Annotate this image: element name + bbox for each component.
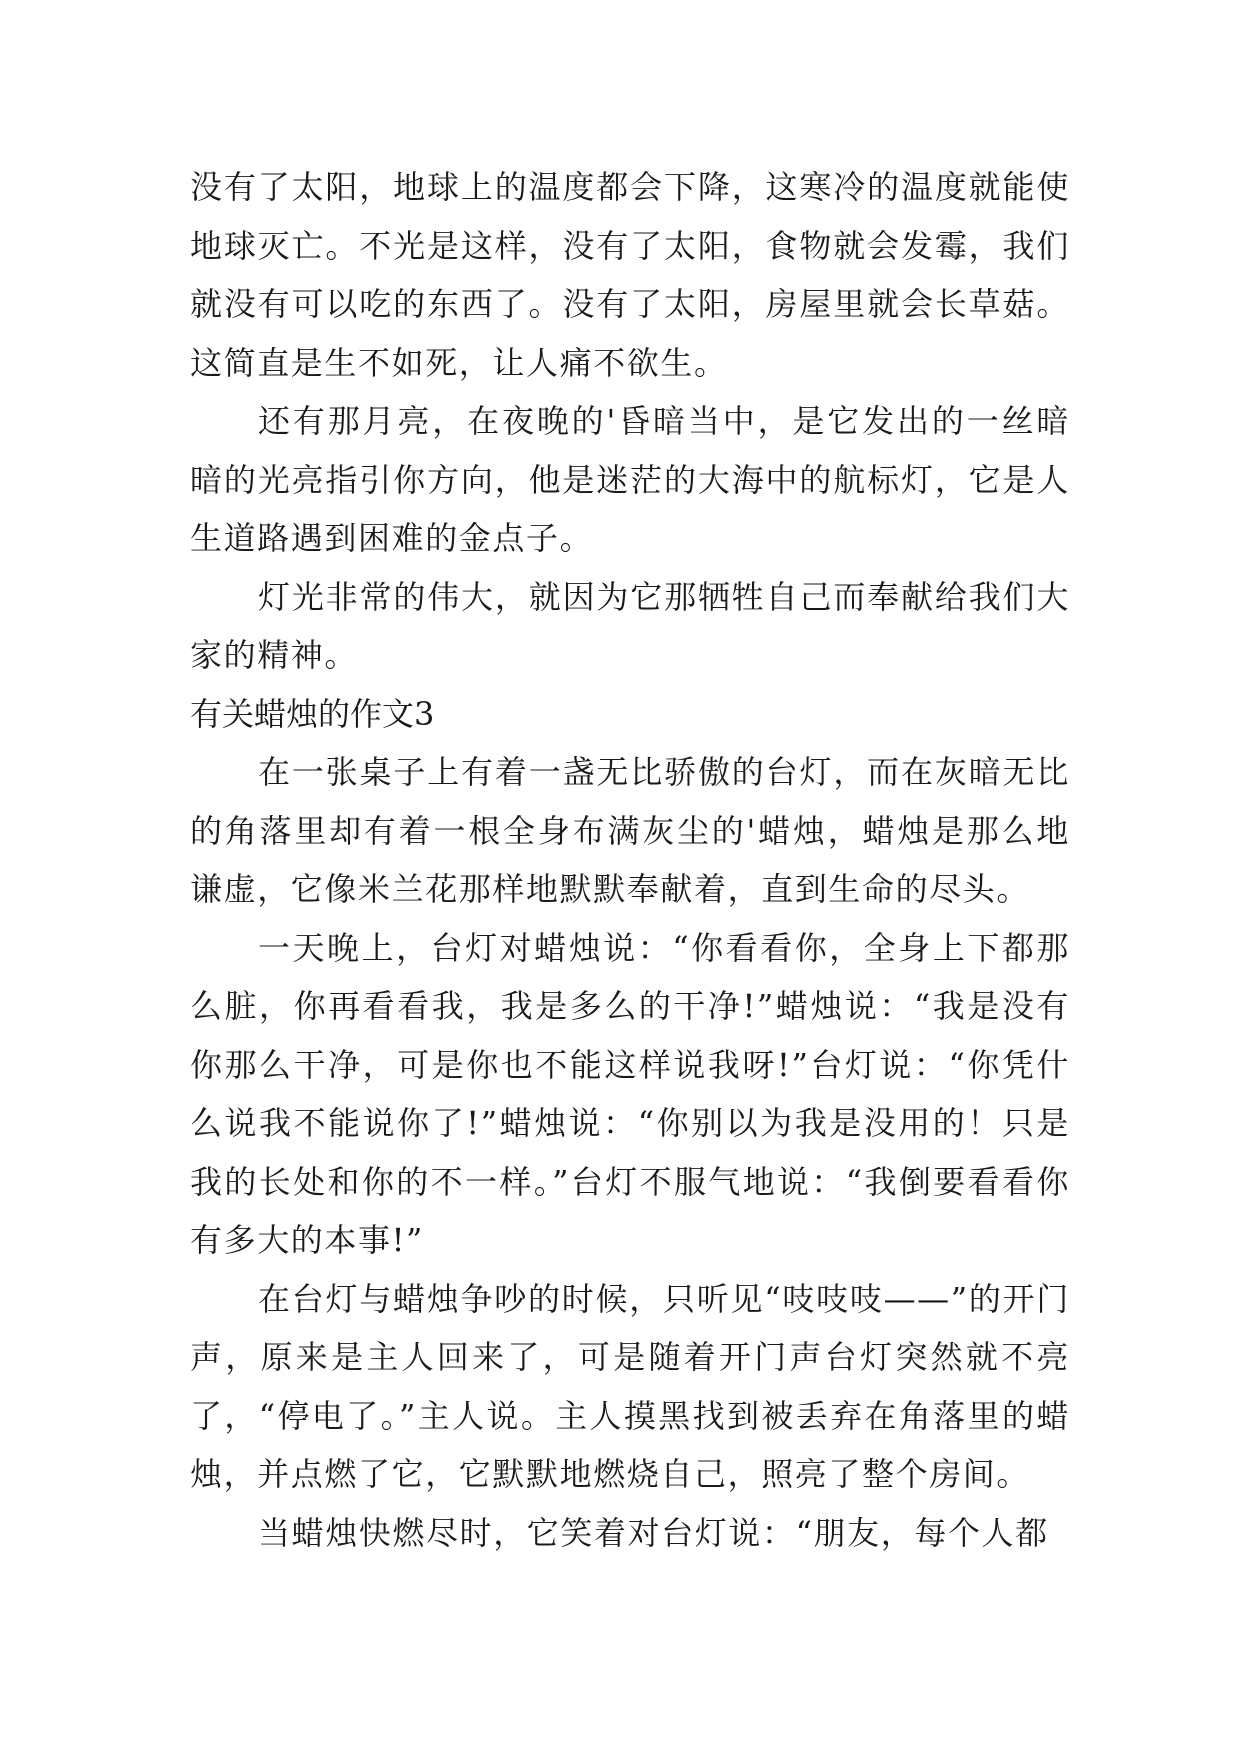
paragraph-desk-lamp: 在一张桌子上有着一盏无比骄傲的台灯，而在灰暗无比的角落里却有着一根全身布满灰尘的'蜡烛，蜡烛是那么地谦虚，它像米兰花那样地默默奉献着，直到生命的尽头。 bbox=[190, 753, 1070, 908]
paragraph-ending: 当蜡烛快燃尽时，它笑着对台灯说：“朋友，每个人都 bbox=[258, 1513, 1049, 1552]
paragraph-sun: 没有了太阳，地球上的温度都会下降，这寒冷的温度就能使地球灭亡。不光是这样，没有了太阳，食物就会发霉，我们就没有可以吃的东西了。没有了太阳，房屋里就会长草菇。这简直是生不如死，让人痛不欲生。 bbox=[190, 168, 1070, 382]
document-body bbox=[190, 158, 1070, 1562]
section-heading: 有关蜡烛的作文3 bbox=[190, 694, 435, 733]
paragraph-light: 灯光非常的伟大，就因为它那牺牲自己而奉献给我们大家的精神。 bbox=[190, 577, 1070, 674]
paragraph-dialogue: 一天晚上，台灯对蜡烛说：“你看看你，全身上下都那么脏，你再看看我，我是多么的干净!”蜡烛说：“我是没有你那么干净，可是你也不能这样说我呀!”台灯说：“你凭什么说我不能说你了!”蜡烛说：“你别以为我是没用的！只是我的长处和你的不一样。”台灯不服气地说：“我倒要看看你有多大的本事!” bbox=[190, 928, 1070, 1259]
paragraph-moon: 还有那月亮，在夜晚的'昏暗当中，是它发出的一丝暗暗的光亮指引你方向，他是迷茫的大海中的航标灯，它是人生道路遇到困难的金点子。 bbox=[190, 402, 1070, 557]
paragraph-power-outage: 在台灯与蜡烛争吵的时候，只听见“吱吱吱——”的开门声，原来是主人回来了，可是随着开门声台灯突然就不亮了，“停电了。”主人说。主人摸黑找到被丢弃在角落里的蜡烛，并点燃了它，它默默地燃烧自己，照亮了整个房间。 bbox=[190, 1279, 1070, 1493]
